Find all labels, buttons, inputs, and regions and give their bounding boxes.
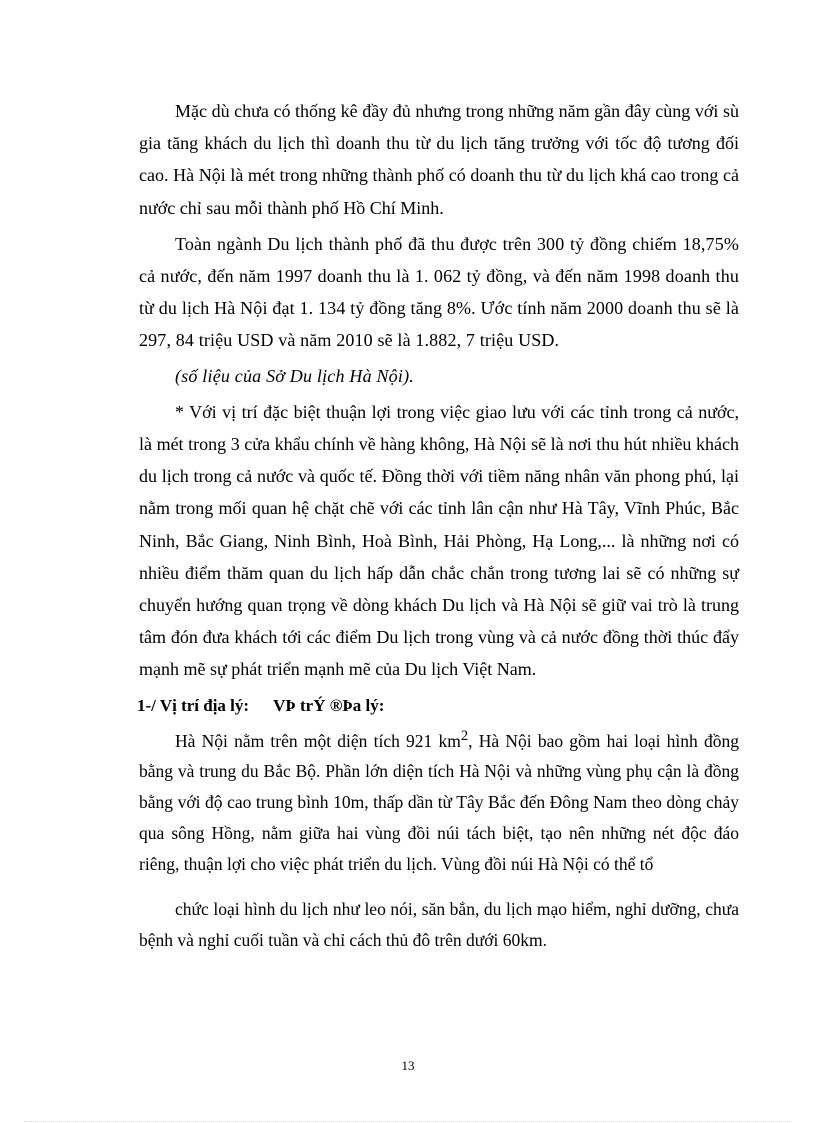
paragraph-tourism-revenue-intro: Mặc dù chưa có thống kê đầy đủ nhưng trong những năm gần đây cùng với sù gia tăng khách du lịch thì doanh thu từ du lịch tăng trưởng với tốc độ tương đối cao. Hà Nội là mét trong những thành phố có doanh thu từ du lịch khá cao trong cả nước chỉ sau mỗi thành phố Hồ Chí Minh. — [139, 101, 739, 218]
paragraph-tourism-types: chức loại hình du lịch như leo nói, săn bắn, du lịch mạo hiểm, nghỉ dưỡng, chưa bệnh và nghỉ cuối tuần và chỉ cách thủ đô trên dưới 60km. — [139, 899, 739, 951]
geography-text-start: Hà Nội nằm trên một diện tích 921 km — [175, 730, 461, 751]
superscript-two: 2 — [460, 727, 469, 744]
paragraph-location-advantage: * Với vị trí đặc biệt thuận lợi trong việc giao lưu với các tỉnh trong cả nước, là mét trong 3 cửa khẩu chính về hàng không, Hà Nội sẽ là nơi thu hút nhiều khách du lịch trong cả nước và quốc tế. Đồng thời với tiềm năng nhân văn phong phú, lại nằm trong mối quan hệ chặt chẽ với các tỉnh lân cận như Hà Tây, Vĩnh Phúc, Bắc Ninh, Bắc Giang, Ninh Bình, Hoà Bình, Hải Phòng, Hạ Long,... là những nơi có nhiều điểm thăm quan du lịch hấp dẫn chắc chắn trong tương lai sẽ có những sự chuyển hướng quan trọng về dòng khách Du lịch và Hà Nội sẽ giữ vai trò là trung tâm đón đưa khách tới các điểm Du lịch trong vùng và cả nước đồng thời thúc đẩy mạnh mẽ sự phát triển mạnh mẽ của Du lịch Việt Nam. — [139, 401, 739, 680]
paragraph-source-note: (số liệu của Sở Du lịch Hà Nội). — [175, 365, 414, 386]
geography-text-rest: , Hà Nội bao gồm hai loại hình đồng bằng và trung du Bắc Bộ. Phần lớn diện tích Hà Nội và những vùng phụ cận là đồng bằng với độ cao trung bình 10m, thấp dần từ Tây Bắc đến Đông Nam theo dòng chảy qua sông Hồng, nằm giữa hai vùng đồi núi tách biệt, tạo nên những nét độc đáo riêng, thuận lợi cho việc phát triển du lịch. Vùng đồi núi Hà Nội có thể tổ — [139, 730, 739, 875]
page-content — [139, 95, 739, 956]
page-bottom-divider — [24, 1121, 792, 1122]
page-number: 13 — [401, 1058, 415, 1073]
paragraph-revenue-figures: Toàn ngành Du lịch thành phố đã thu được trên 300 tỷ đồng chiếm 18,75% cả nước, đến năm 1997 doanh thu là 1. 062 tỷ đồng, và đến năm 1998 doanh thu từ du lịch Hà Nội đạt 1. 134 tỷ đồng tăng 8%. Ước tính năm 2000 doanh thu sẽ là 297, 84 triệu USD và năm 2010 sẽ là 1.882, 7 triệu USD. — [139, 233, 739, 351]
section-heading-geography — [137, 691, 739, 721]
section-heading-garbled: VÞ trÝ ®Þa lý: — [273, 695, 385, 715]
paragraph-geography — [139, 721, 739, 881]
section-heading-label: 1-/ Vị trí địa lý: — [137, 695, 250, 715]
